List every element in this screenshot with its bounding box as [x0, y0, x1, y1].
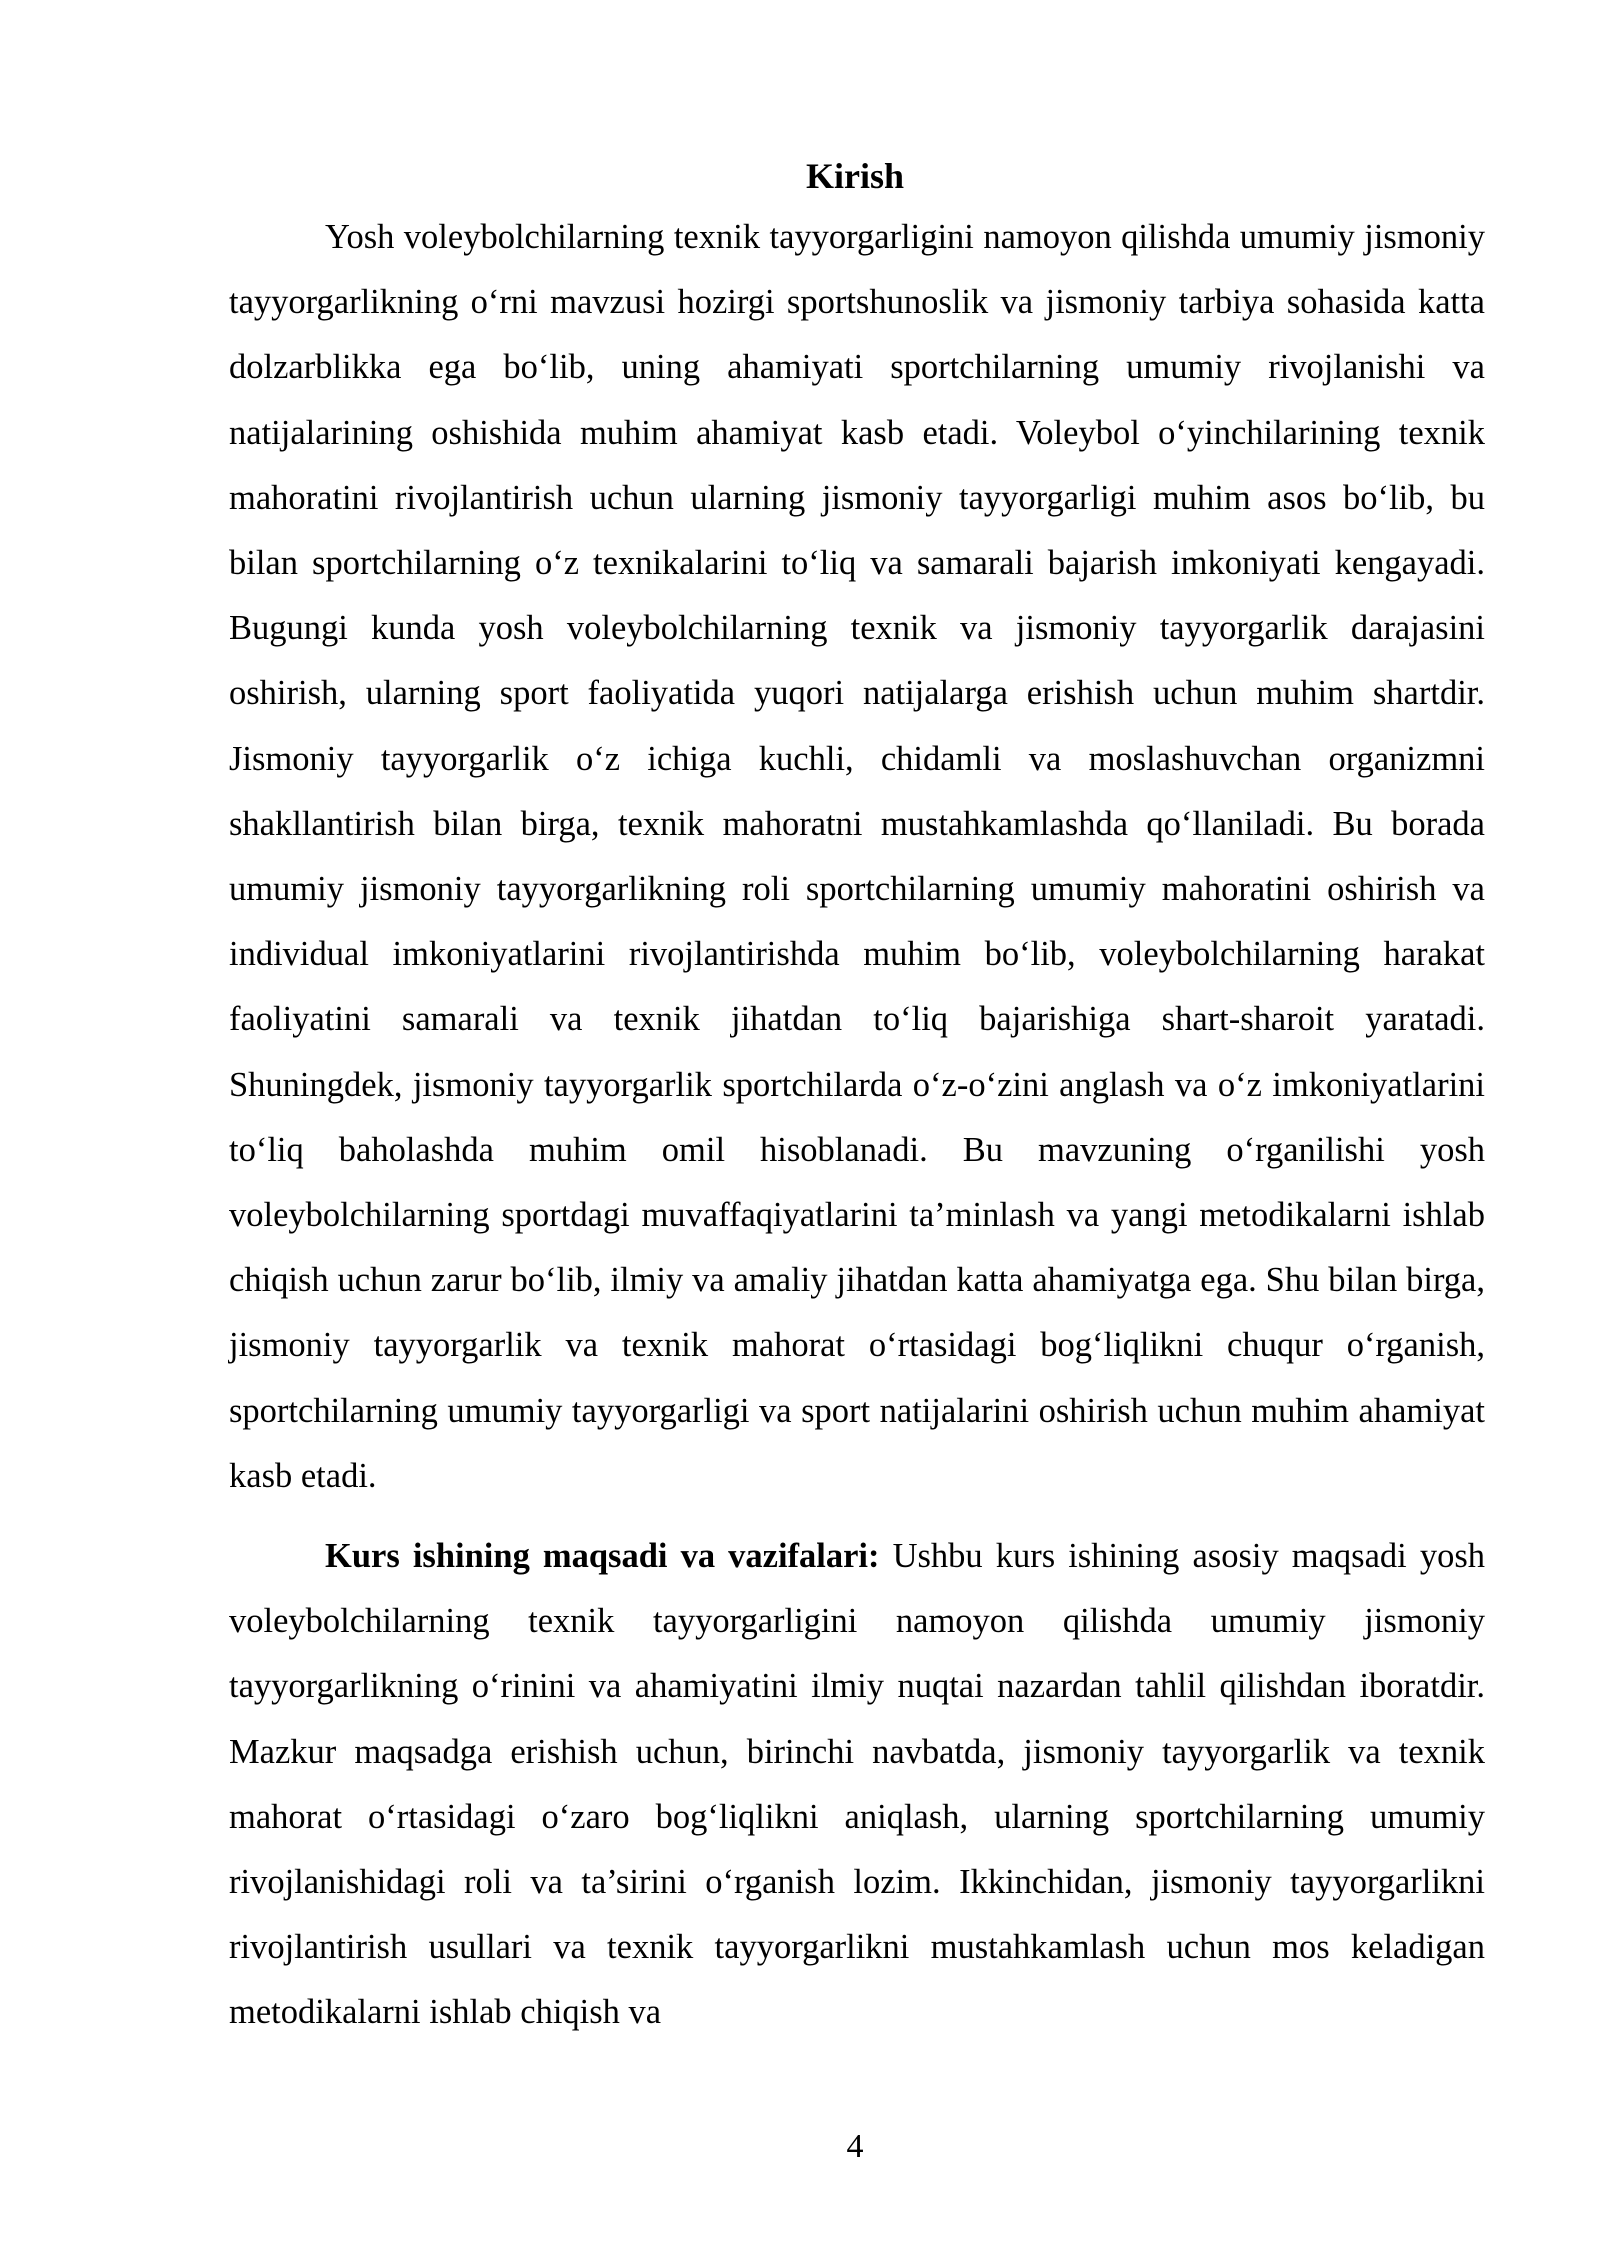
paragraph-introduction: [229, 205, 1485, 1509]
page-number: 4: [846, 2128, 864, 2165]
section-title: Kirish: [805, 156, 904, 196]
paragraph-text: Yosh voleybolchilarning texnik tayyorgarligini namoyon qilishda umumiy jismoniy tayyorgarlikning o‘rni mavzusi hozirgi sportshunoslik va jismoniy tarbiya sohasida katta dolzarblikka ega bo‘lib, uning ahamiyati sportchilarning umumiy rivojlanishi va natijalarining oshishida muhim ahamiyat kasb etadi. Voleybol o‘yinchilarining texnik mahoratini rivojlantirish uchun ularning jismoniy tayyorgarligi muhim asos bo‘lib, bu bilan sportchilarning o‘z texnikalarini to‘liq va samarali bajarish imkoniyati kengayadi. Bugungi kunda yosh voleybolchilarning texnik va jismoniy tayyorgarlik darajasini oshirish, ularning sport faoliyatida yuqori natijalarga erishish uchun muhim shartdir. Jismoniy tayyorgarlik o‘z ichiga kuchli, chidamli va moslashuvchan organizmni shakllantirish bilan birga, texnik mahoratni mustahkamlashda qo‘llaniladi. Bu borada umumiy jismoniy tayyorgarlikning roli sportchilarning umumiy mahoratini oshirish va individual imkoniyatlarini rivojlantirishda muhim bo‘lib, voleybolchilarning harakat faoliyatini samarali va texnik jihatdan to‘liq bajarishiga shart-sharoit yaratadi. Shuningdek, jismoniy tayyorgarlik sportchilarda o‘z-o‘zini anglash va o‘z imkoniyatlarini to‘liq baholashda muhim omil hisoblanadi. Bu mavzuning o‘rganilishi yosh voleybolchilarning sportdagi muvaffaqiyatlarini ta’minlash va yangi metodikalarni ishlab chiqish uchun zarur bo‘lib, ilmiy va amaliy jihatdan katta ahamiyatga ega. Shu bilan birga, jismoniy tayyorgarlik va texnik mahorat o‘rtasidagi bog‘liqlikni chuqur o‘rganish, sportchilarning umumiy tayyorgarligi va sport natijalarini oshirish uchun muhim ahamiyat kasb etadi.: [229, 218, 1485, 1495]
paragraph-lead-heading: Kurs ishining maqsadi va vazifalari:: [325, 1537, 880, 1576]
paragraph-goals: [229, 1524, 1485, 2046]
paragraph-text: Ushbu kurs ishining asosiy maqsadi yosh voleybolchilarning texnik tayyorgarligini namoyon qilishda umumiy jismoniy tayyorgarlikning o‘rinini va ahamiyatini ilmiy nuqtai nazardan tahlil qilishdan iboratdir. Mazkur maqsadga erishish uchun, birinchi navbatda, jismoniy tayyorgarlik va texnik mahorat o‘rtasidagi o‘zaro bog‘liqlikni aniqlash, ularning sportchilarning umumiy rivojlanishidagi roli va ta’sirini o‘rganish lozim. Ikkinchidan, jismoniy tayyorgarlikni rivojlantirish usullari va texnik tayyorgarlikni mustahkamlash uchun mos keladigan metodikalarni ishlab chiqish va: [229, 1537, 1485, 2032]
body-text: [229, 205, 1485, 2046]
